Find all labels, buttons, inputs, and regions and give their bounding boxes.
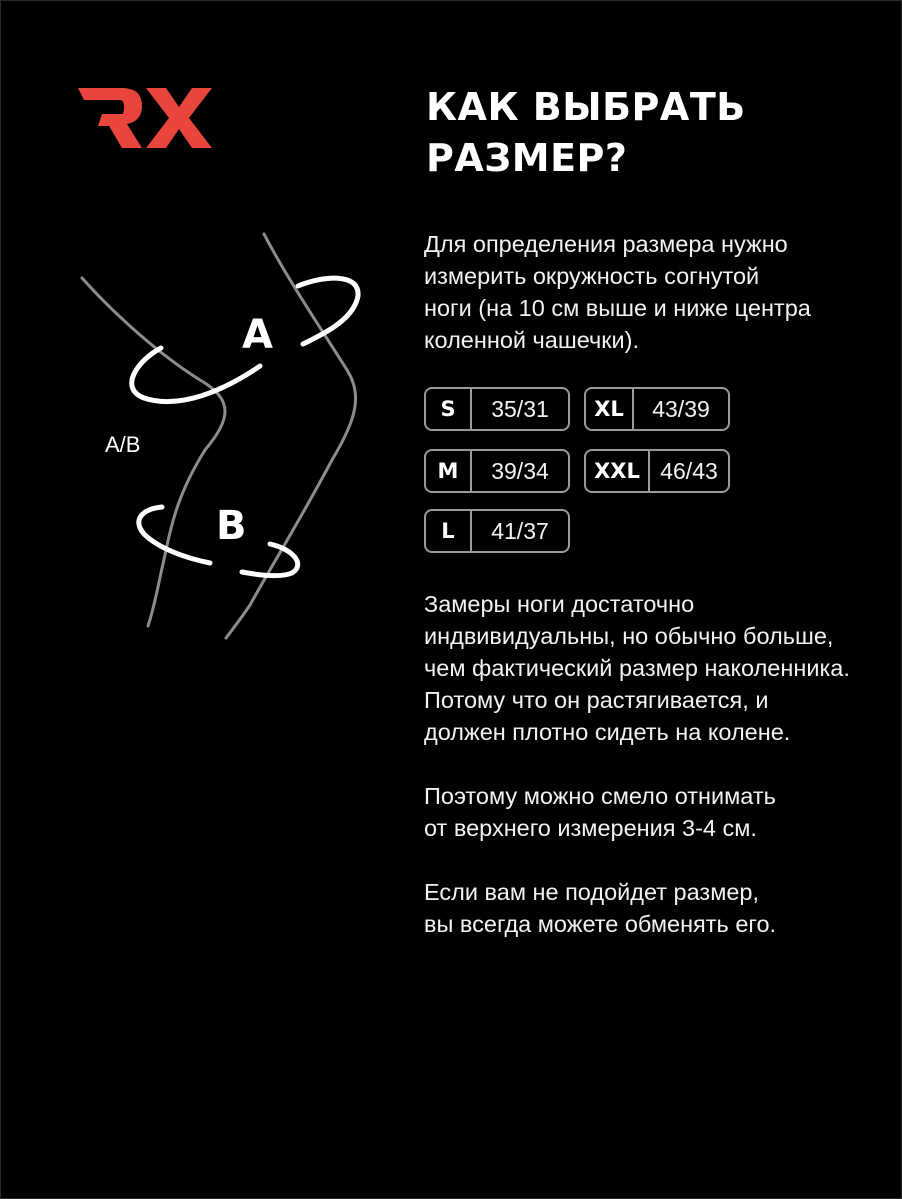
size-code: XXL bbox=[586, 451, 650, 491]
size-box-l bbox=[424, 509, 570, 553]
intro-line: коленной чашечки). bbox=[424, 327, 640, 353]
note-subtract bbox=[424, 780, 776, 844]
size-box-xl bbox=[584, 387, 730, 431]
size-code: XL bbox=[586, 389, 634, 429]
label-b: B bbox=[216, 503, 247, 549]
note-line: вы всегда можете обменять его. bbox=[424, 911, 777, 937]
knee-leg-icon bbox=[60, 220, 380, 640]
intro-line: Для определения размера нужно bbox=[424, 231, 788, 257]
note-line: Если вам не подойдет размер, bbox=[424, 879, 760, 905]
intro-line: ноги (на 10 см выше и ниже центра bbox=[424, 295, 811, 321]
title-line-1: КАК ВЫБРАТЬ bbox=[426, 85, 746, 129]
label-a-b: A/B bbox=[105, 432, 141, 457]
size-value: 46/43 bbox=[660, 457, 718, 484]
size-box-m bbox=[424, 449, 570, 493]
note-line: Поэтому можно смело отнимать bbox=[424, 783, 776, 809]
size-box-xxl bbox=[584, 449, 730, 493]
size-value: 35/31 bbox=[491, 395, 549, 422]
intro-text bbox=[424, 228, 811, 356]
size-code: L bbox=[426, 511, 472, 551]
size-value: 39/34 bbox=[491, 457, 549, 484]
rx-logo bbox=[76, 88, 214, 148]
intro-line: измерить окружность согнутой bbox=[424, 263, 760, 289]
size-value: 41/37 bbox=[491, 517, 549, 544]
note-line: должен плотно сидеть на колене. bbox=[424, 719, 791, 745]
page-title bbox=[426, 82, 746, 184]
note-line: Замеры ноги достаточно bbox=[424, 591, 695, 617]
note-line: Потому что он растягивается, и bbox=[424, 687, 769, 713]
note-line: чем фактический размер наколенника. bbox=[424, 655, 850, 681]
note-line: от верхнего измерения 3-4 см. bbox=[424, 815, 757, 841]
note-measurements bbox=[424, 588, 850, 748]
size-code: S bbox=[426, 389, 472, 429]
size-value: 43/39 bbox=[652, 395, 710, 422]
note-exchange bbox=[424, 876, 776, 940]
label-a: A bbox=[242, 312, 273, 358]
size-code: M bbox=[426, 451, 472, 491]
size-box-s bbox=[424, 387, 570, 431]
title-line-2: РАЗМЕР? bbox=[426, 136, 628, 180]
note-line: индвивидуальны, но обычно больше, bbox=[424, 623, 834, 649]
